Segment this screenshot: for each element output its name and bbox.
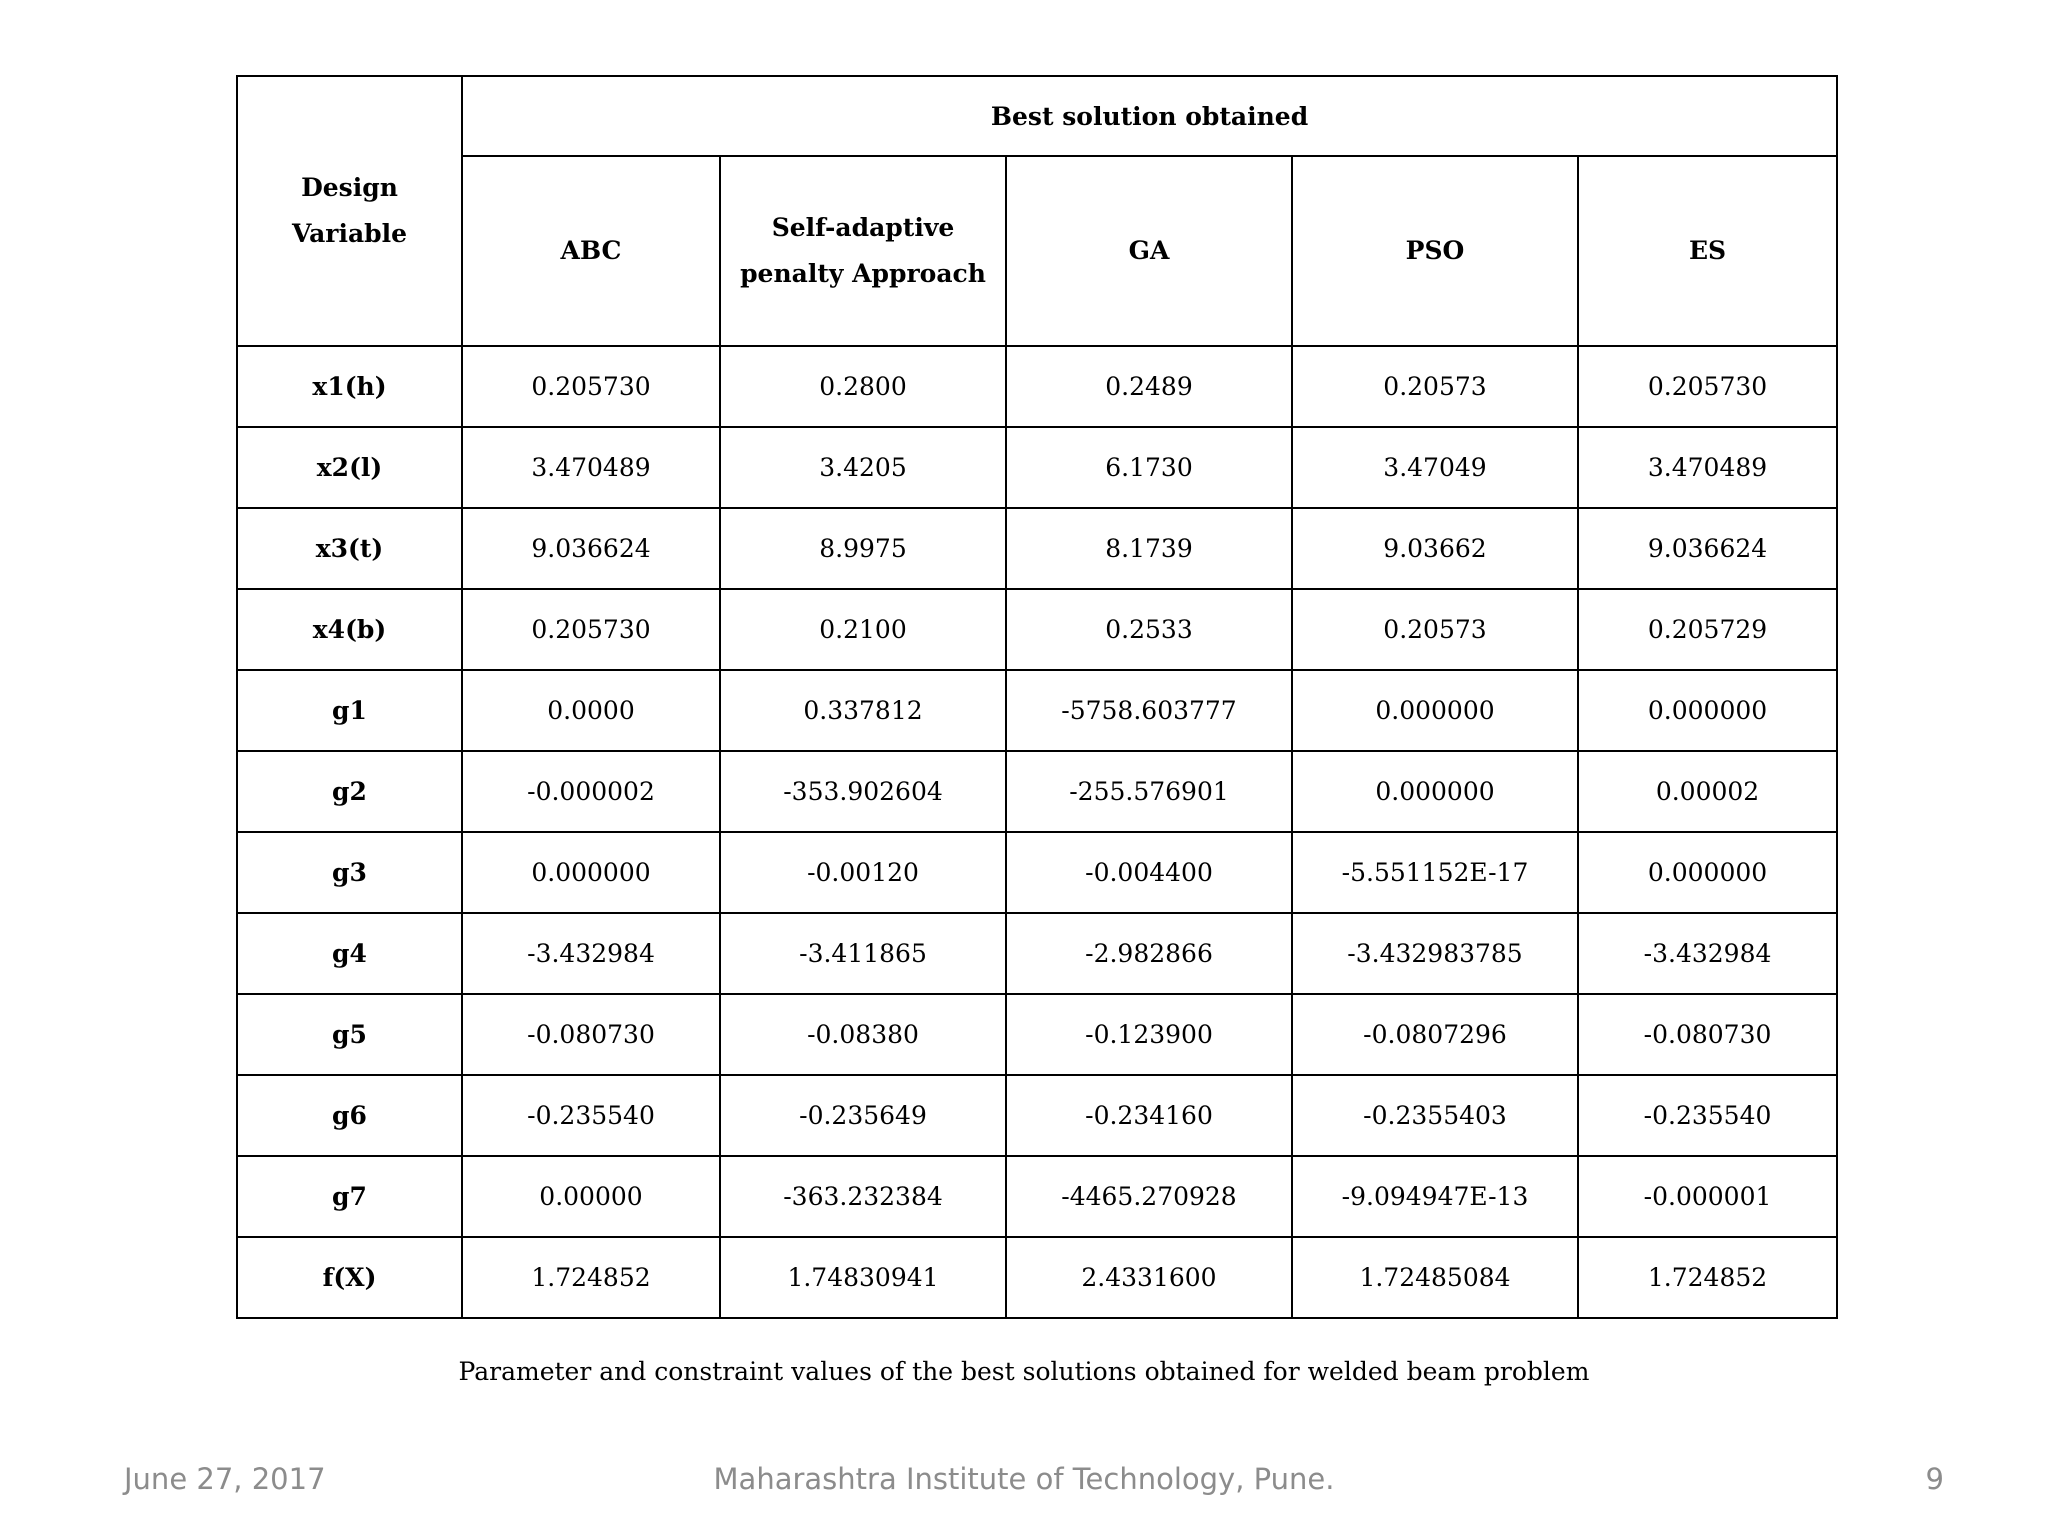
table-cell: 9.03662: [1292, 508, 1578, 589]
table-row: [237, 1075, 1837, 1156]
table-cell: 6.1730: [1006, 427, 1292, 508]
table-cell: 1.72485084: [1292, 1237, 1578, 1318]
table-cell: 0.000000: [1578, 832, 1837, 913]
table-cell: -0.123900: [1006, 994, 1292, 1075]
design-variable-header-line1: Design: [301, 173, 398, 202]
table-cell: -0.004400: [1006, 832, 1292, 913]
table-row: [237, 994, 1837, 1075]
table-cell: 1.724852: [1578, 1237, 1837, 1318]
table-cell: 0.00000: [462, 1156, 720, 1237]
row-label: x1(h): [237, 346, 462, 427]
table-row: [237, 346, 1837, 427]
table-cell: 0.2800: [720, 346, 1006, 427]
column-header: [720, 156, 1006, 346]
table-cell: 3.470489: [1578, 427, 1837, 508]
table-cell: 0.337812: [720, 670, 1006, 751]
footer-date: June 27, 2017: [124, 1462, 326, 1496]
table-cell: 1.724852: [462, 1237, 720, 1318]
table-cell: -0.235540: [1578, 1075, 1837, 1156]
table-caption: Parameter and constraint values of the best solutions obtained for welded beam problem: [458, 1357, 1590, 1386]
row-label: g5: [237, 994, 462, 1075]
table-cell: -5.551152E-17: [1292, 832, 1578, 913]
column-header: [462, 156, 720, 346]
results-table: [236, 75, 1838, 1319]
table-cell: 0.2533: [1006, 589, 1292, 670]
table-row: [237, 832, 1837, 913]
table-cell: 0.000000: [1292, 751, 1578, 832]
table-cell: 0.000000: [462, 832, 720, 913]
best-solution-header: Best solution obtained: [462, 76, 1837, 156]
table-cell: -0.234160: [1006, 1075, 1292, 1156]
table-cell: 0.205730: [462, 589, 720, 670]
table-row: [237, 670, 1837, 751]
table-cell: 0.2489: [1006, 346, 1292, 427]
column-header-line1: Self-adaptive: [771, 213, 955, 242]
table-cell: 0.00002: [1578, 751, 1837, 832]
row-label: g1: [237, 670, 462, 751]
footer-page-number: 9: [1925, 1462, 1944, 1496]
table-cell: 0.20573: [1292, 589, 1578, 670]
column-header: [1292, 156, 1578, 346]
table-cell: -0.000002: [462, 751, 720, 832]
column-header-line1: GA: [1128, 236, 1170, 265]
table-cell: -0.2355403: [1292, 1075, 1578, 1156]
table-row: [237, 508, 1837, 589]
table-cell: -4465.270928: [1006, 1156, 1292, 1237]
table-cell: 9.036624: [1578, 508, 1837, 589]
table-cell: 8.1739: [1006, 508, 1292, 589]
table-cell: 3.47049: [1292, 427, 1578, 508]
table-cell: -0.235540: [462, 1075, 720, 1156]
table-cell: -0.00120: [720, 832, 1006, 913]
table-cell: 0.000000: [1578, 670, 1837, 751]
table-cell: -0.000001: [1578, 1156, 1837, 1237]
row-label: x2(l): [237, 427, 462, 508]
row-label: g4: [237, 913, 462, 994]
table-cell: 3.470489: [462, 427, 720, 508]
row-label: x3(t): [237, 508, 462, 589]
table-row: [237, 1156, 1837, 1237]
table-cell: -363.232384: [720, 1156, 1006, 1237]
column-header-row: [237, 156, 1837, 346]
table-row: [237, 589, 1837, 670]
row-label: g2: [237, 751, 462, 832]
table-cell: -3.411865: [720, 913, 1006, 994]
table-cell: -353.902604: [720, 751, 1006, 832]
table-cell: 0.2100: [720, 589, 1006, 670]
design-variable-header-line2: Variable: [291, 219, 408, 248]
table-row: [237, 913, 1837, 994]
row-label: g7: [237, 1156, 462, 1237]
table-cell: 9.036624: [462, 508, 720, 589]
table-row: [237, 427, 1837, 508]
table-cell: 0.205729: [1578, 589, 1837, 670]
table-cell: -0.08380: [720, 994, 1006, 1075]
table-cell: -0.0807296: [1292, 994, 1578, 1075]
table-cell: -0.080730: [462, 994, 720, 1075]
table-cell: 3.4205: [720, 427, 1006, 508]
table-cell: -0.235649: [720, 1075, 1006, 1156]
table-cell: -9.094947E-13: [1292, 1156, 1578, 1237]
table-cell: 0.0000: [462, 670, 720, 751]
table-cell: 1.74830941: [720, 1237, 1006, 1318]
row-label: g6: [237, 1075, 462, 1156]
table-cell: 0.000000: [1292, 670, 1578, 751]
table-body: [237, 346, 1837, 1318]
table-cell: -2.982866: [1006, 913, 1292, 994]
column-header: [1578, 156, 1837, 346]
row-label: x4(b): [237, 589, 462, 670]
table-cell: -255.576901: [1006, 751, 1292, 832]
table-row: [237, 751, 1837, 832]
table-cell: 8.9975: [720, 508, 1006, 589]
table-cell: 0.205730: [1578, 346, 1837, 427]
row-label: f(X): [237, 1237, 462, 1318]
column-header: [1006, 156, 1292, 346]
table-row: [237, 1237, 1837, 1318]
column-header-line2: penalty Approach: [740, 259, 986, 288]
row-label: g3: [237, 832, 462, 913]
table-cell: -5758.603777: [1006, 670, 1292, 751]
design-variable-header: [237, 76, 462, 346]
table-cell: -3.432984: [1578, 913, 1837, 994]
column-header-line1: ES: [1688, 236, 1727, 265]
table-cell: -0.080730: [1578, 994, 1837, 1075]
column-header-line1: PSO: [1405, 236, 1465, 265]
table-cell: -3.432984: [462, 913, 720, 994]
table-cell: 2.4331600: [1006, 1237, 1292, 1318]
column-header-line1: ABC: [560, 236, 622, 265]
footer-institution: Maharashtra Institute of Technology, Pune.: [713, 1462, 1335, 1496]
table-cell: 0.205730: [462, 346, 720, 427]
table-cell: 0.20573: [1292, 346, 1578, 427]
table-cell: -3.432983785: [1292, 913, 1578, 994]
